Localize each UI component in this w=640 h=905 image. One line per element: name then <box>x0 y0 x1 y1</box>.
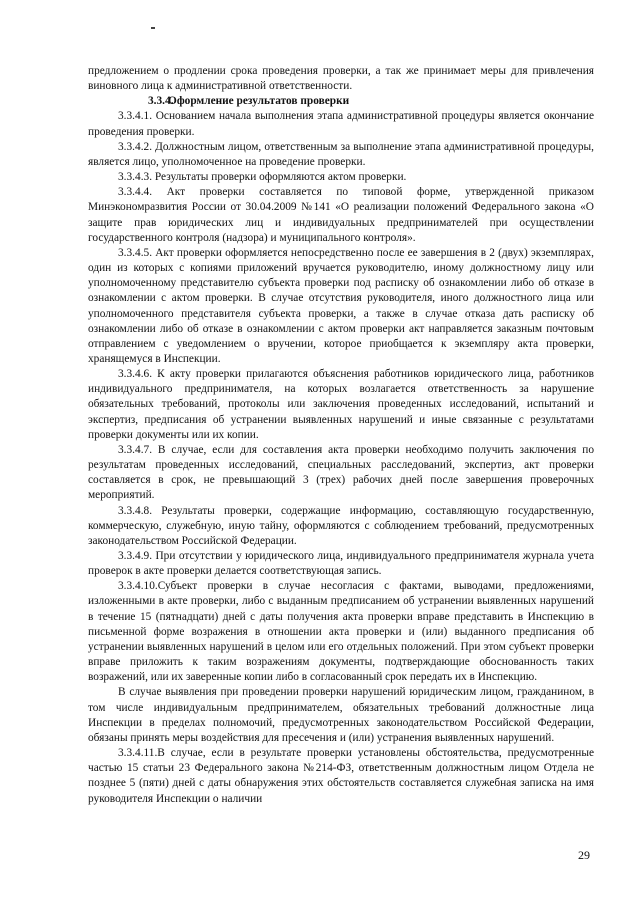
paragraph-3-3-4-11: 3.3.4.11.В случае, если в результате проверки установлены обстоятельства, предусмотренные частью 15 статьи 23 Федерального закона №214-ФЗ, ответственным должностным лицом Отдела не позднее 5 (пяти) дней с даты обнаружения этих обстоятельств составляется служебная записка на имя руководителя Инспекции о наличии <box>88 747 594 805</box>
page-number: 29 <box>578 848 590 862</box>
document-body <box>88 64 594 807</box>
section-title: Оформление результатов проверки <box>168 95 350 108</box>
paragraph-3-3-4-2: 3.3.4.2. Должностным лицом, ответственным за выполнение этапа административной процедуры, является лицо, уполномоченное на проведение проверки. <box>88 140 594 168</box>
paragraph-continuation: предложением о продлении срока проведения проверки, а так же принимает меры для привлечения виновного лица к административной ответственности. <box>88 65 594 93</box>
paragraph-3-3-4-10: 3.3.4.10.Субъект проверки в случае несогласия с фактами, выводами, предложениями, изложенными в акте проверки, либо с выданным предписанием об устранении выявленных нарушений в течение 15 (пятнадцати) дней с даты получения акта проверки вправе представить в Инспекцию в письменной форме возражения в отношении акта проверки и (или) выданного предписания об устранении выявленных нарушений в целом или его отдельных положений. При этом субъект проверки вправе приложить к таким возражениям документы, подтверждающие обоснованность таких возражений, или их заверенные копии либо в согласованный срок передать их в Инспекцию. <box>88 580 594 684</box>
section-heading <box>88 94 594 109</box>
paragraph-3-3-4-5: 3.3.4.5. Акт проверки оформляется непосредственно после ее завершения в 2 (двух) экземплярах, один из которых с копиями приложений вручается руководителю, иному должностному лицу или уполномоченному представителю субъекта проверки под расписку об ознакомлении либо об отказе в ознакомлении с актом проверки. В случае отсутствия руководителя, иного должностного лица или уполномоченного представителя субъекта проверки, а также в случае отказа дать расписку об ознакомлении либо об отказе в ознакомлении с актом проверки акт направляется заказным почтовым отправлением с уведомлением о вручении, которое приобщается к экземпляру акта проверки, хранящемуся в Инспекции. <box>88 246 594 365</box>
paragraph-3-3-4-7: 3.3.4.7. В случае, если для составления акта проверки необходимо получить заключения по результатам проведенных исследований, специальных расследований, экспертиз, акт проверки составляется в срок, не превышающий 3 (трех) рабочих дней после завершения проверочных мероприятий. <box>88 443 594 502</box>
paragraph-3-3-4-3: 3.3.4.3. Результаты проверки оформляются актом проверки. <box>118 171 407 184</box>
paragraph-3-3-4-6: 3.3.4.6. К акту проверки прилагаются объяснения работников юридического лица, работников индивидуального предпринимателя, на которых возлагается ответственность за нарушение обязательных требований, протоколы или заключения проведенных исследований, испытаний и экспертиз, предписания об устранении выявленных нарушений и иные связанные с результатами проверки документы или их копии. <box>88 368 594 441</box>
section-number: 3.3.4. <box>148 95 174 108</box>
paragraph-3-3-4-4: 3.3.4.4. Акт проверки составляется по типовой форме, утвержденной приказом Минэкономразвития России от 30.04.2009 №141 «О реализации положений Федерального закона «О защите прав юридических лиц и индивидуальных предпринимателей при осуществлении государственного контроля (надзора) и муниципального контроля». <box>88 186 594 244</box>
paragraph-3-3-4-8: 3.3.4.8. Результаты проверки, содержащие информацию, составляющую государственную, коммерческую, служебную, иную тайну, оформляются с соблюдением требований, предусмотренных законодательством Российской Федерации. <box>88 504 594 547</box>
paragraph-3-3-4-9: 3.3.4.9. При отсутствии у юридического лица, индивидуального предпринимателя журнала учета проверок в акте проверки делается соответствующая запись. <box>88 550 594 578</box>
scan-mark <box>151 27 155 29</box>
paragraph-3-3-4-1: 3.3.4.1. Основанием начала выполнения этапа административной процедуры является окончание проведения проверки. <box>88 110 594 138</box>
paragraph-violations: В случае выявления при проведении проверки нарушений юридическим лицом, гражданином, в том числе индивидуальным предпринимателем, обязательных требований должностные лица Инспекции в пределах полномочий, предусмотренных законодательством Российской Федерации, обязаны принять меры воздействия для пресечения и (или) устранения выявленных нарушений. <box>88 686 594 744</box>
